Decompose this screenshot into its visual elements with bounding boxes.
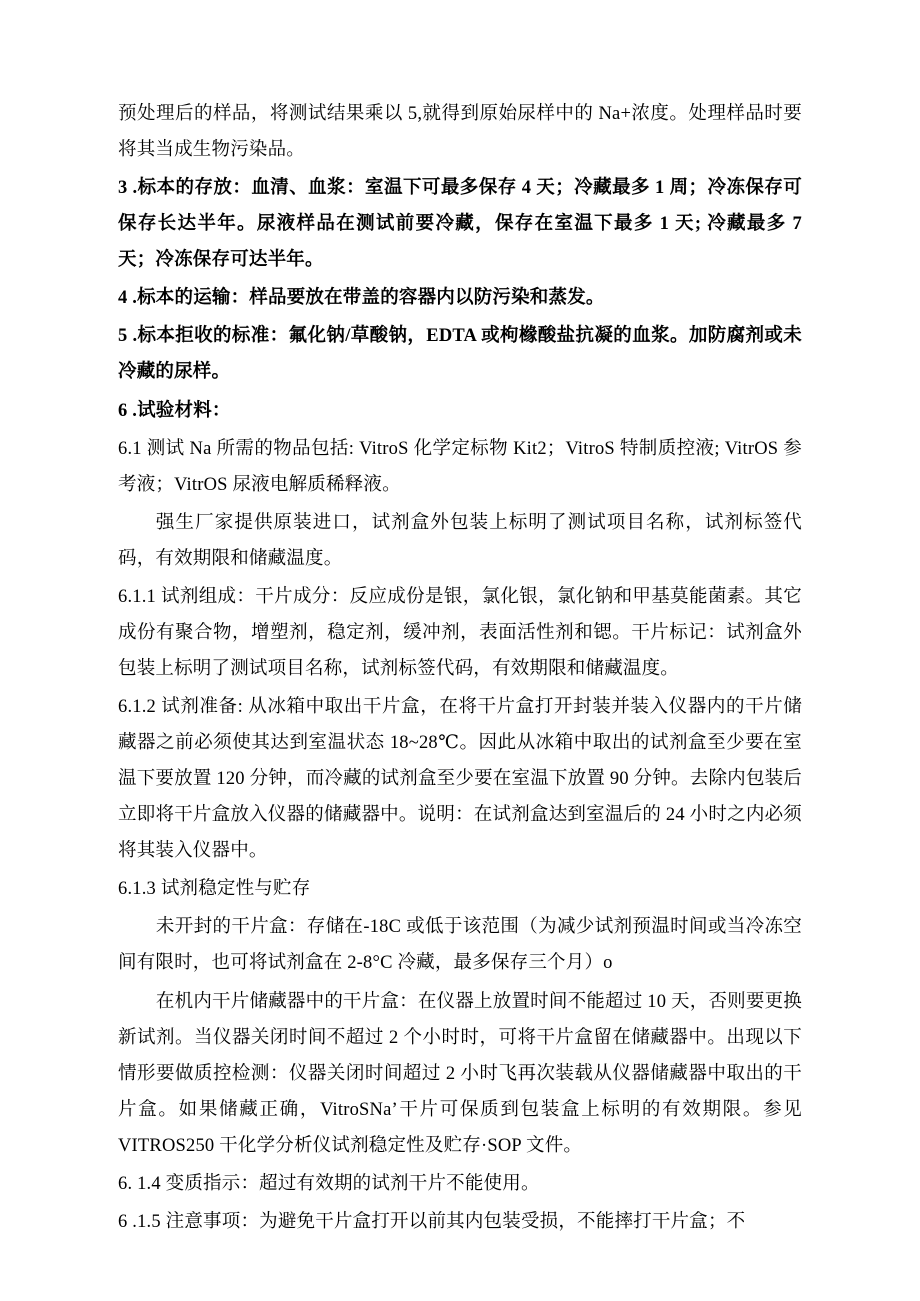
paragraph-3: 4 .标本的运输：样品要放在带盖的容器内以防污染和蒸发。	[118, 288, 605, 309]
document-body	[118, 96, 807, 1240]
paragraph-2: 3 .标本的存放：血清、血浆：室温下可最多保存 4 天；冷藏最多 1 周；冷冻保存可保存长达半年。尿液样品在测试前要冷藏，保存在室温下最多 1 天; 冷藏最多 7 天；冷冻保存可达半年。	[118, 178, 807, 271]
paragraph-14: 6 .1.5 注意事项：为避免干片盒打开以前其内包装受损，不能摔打干片盒；不	[118, 1211, 746, 1232]
paragraph-12: 在机内干片储藏器中的干片盒：在仪器上放置时间不能超过 10 天，否则要更换新试剂。当仪器关闭时间不超过 2 个小时时，可将干片盒留在储藏器中。出现以下情形要做质控检测：仪器关闭时间超过 2 小时飞再次装载从仪器储藏器中取出的干片盒。如果储藏正确，VitroSNa’干片可保质到包装盒上标明的有效期限。参见 VITROS250 干化学分析仪试剂稳定性及贮存·SOP 文件。	[118, 991, 807, 1156]
paragraph-13: 6. 1.4 变质指示：超过有效期的试剂干片不能使用。	[118, 1173, 540, 1194]
paragraph-6: 6.1 测试 Na 所需的物品包括: VitroS 化学定标物 Kit2；VitroS 特制质控液; VitrOS 参考液；VitrOS 尿液电解质稀释液。	[118, 438, 802, 495]
paragraph-4: 5 .标本拒收的标准：氟化钠/草酸钠，EDTA 或枸橼酸盐抗凝的血浆。加防腐剂或未冷藏的尿样。	[118, 326, 802, 383]
paragraph-11: 未开封的干片盒：存储在-18C 或低于该范围（为减少试剂预温时间或当冷冻空间有限时，也可将试剂盒在 2-8°C 冷藏，最多保存三个月）o	[118, 917, 802, 974]
paragraph-7: 强生厂家提供原装进口，试剂盒外包装上标明了测试项目名称，试剂标签代码，有效期限和储藏温度。	[118, 512, 802, 569]
paragraph-8: 6.1.1 试剂组成：干片成分：反应成份是银，氯化银，氯化钠和甲基莫能菌素。其它成份有聚合物，增塑剂，稳定剂，缓冲剂，表面活性剂和锶。干片标记：试剂盒外包装上标明了测试项目名称，试剂标签代码，有效期限和储藏温度。	[118, 586, 802, 679]
paragraph-10: 6.1.3 试剂稳定性与贮存	[118, 879, 311, 900]
paragraph-5: 6 .试验材料：	[118, 400, 231, 421]
paragraph-1: 预处理后的样品，将测试结果乘以 5,就得到原始尿样中的 Na+浓度。处理样品时要将其当成生物污染品。	[118, 104, 802, 161]
paragraph-9: 6.1.2 试剂准备: 从冰箱中取出干片盒，在将干片盒打开封装并装入仪器内的干片储藏器之前必须使其达到室温状态 18~28℃。因此从冰箱中取出的试剂盒至少要在室温下要放置 120 分钟，而冷藏的试剂盒至少要在室温下放置 90 分钟。去除内包装后立即将干片盒放入仪器的储藏器中。说明：在试剂盒达到室温后的 24 小时之内必须将其装入仪器中。	[118, 697, 802, 862]
